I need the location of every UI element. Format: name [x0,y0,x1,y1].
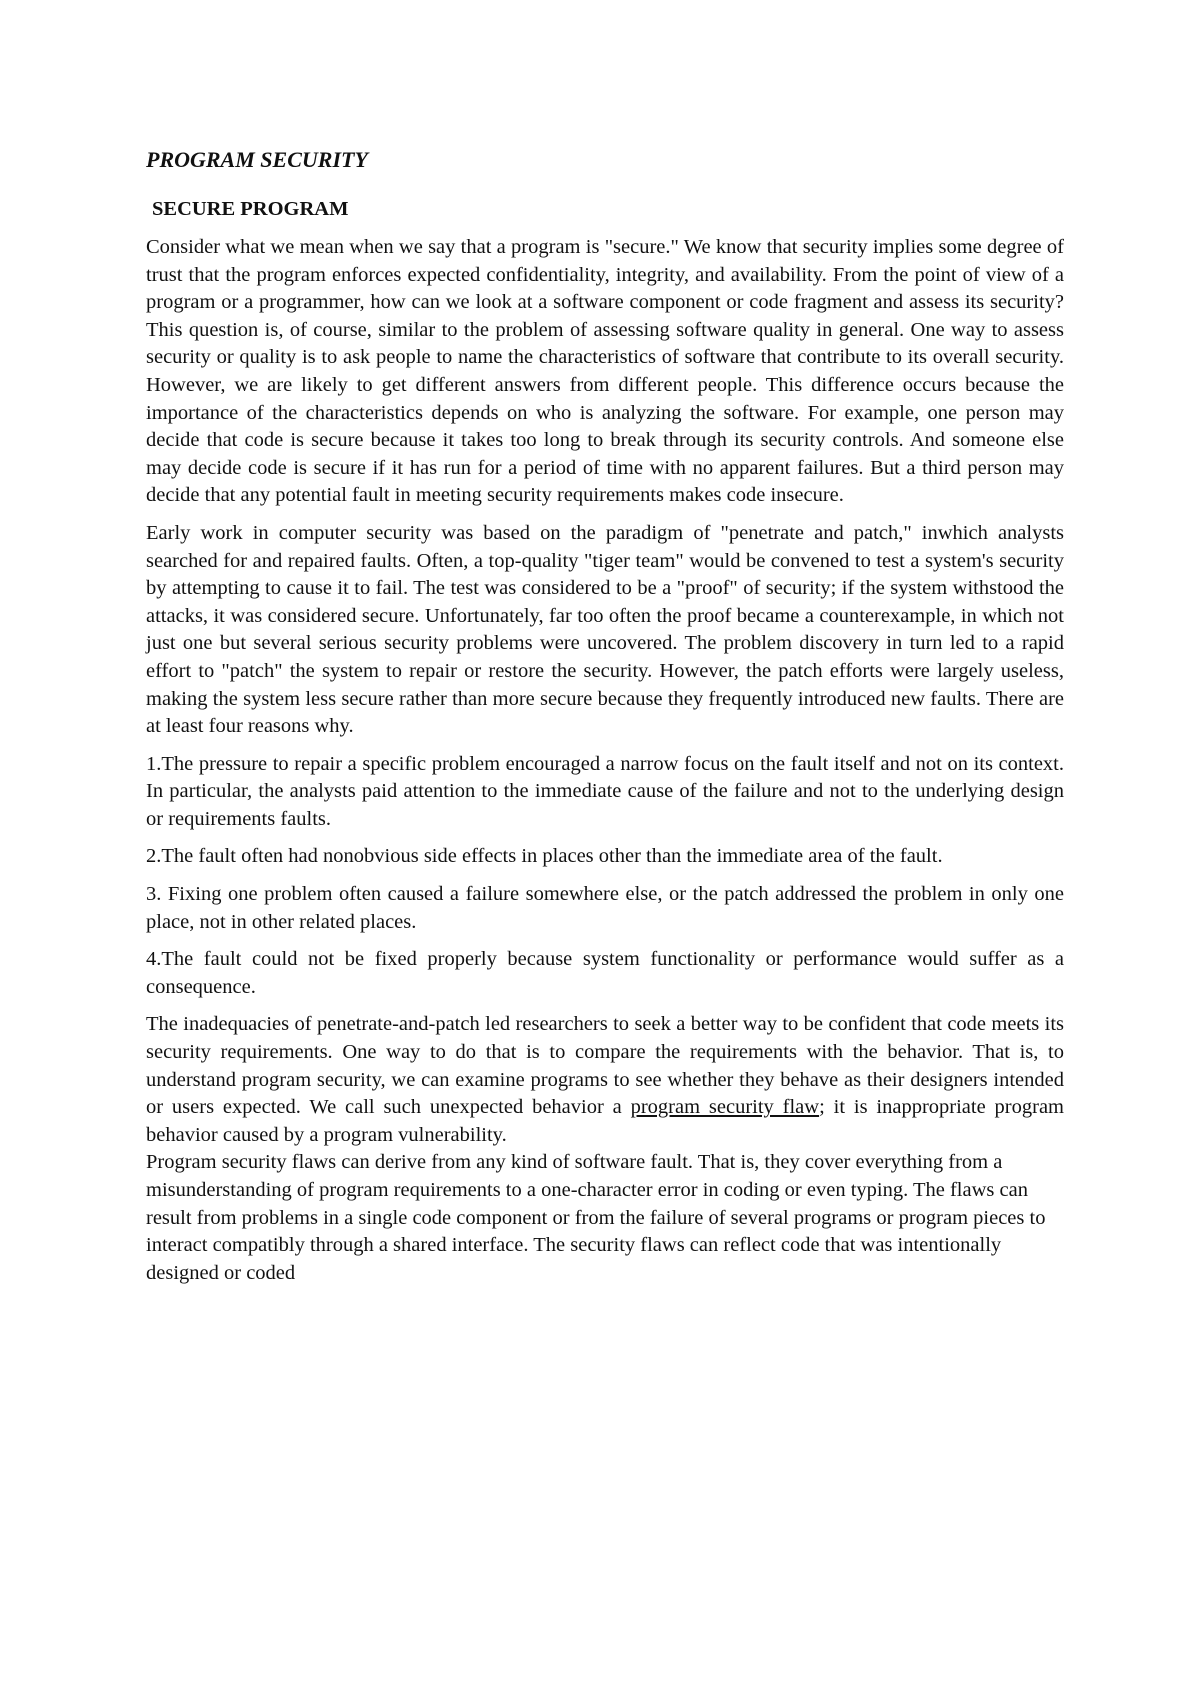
reason-2: 2.The fault often had nonobvious side effects in places other than the immediate area of the fault. [146,845,943,868]
reason-4: 4.The fault could not be fixed properly because system functionality or performance would suffer as a consequence. [146,948,1064,998]
reason-3: 3. Fixing one problem often caused a failure somewhere else, or the patch addressed the problem in only one place, not in other related places. [146,883,1064,933]
paragraph-program-security-flaw [146,1011,1064,1149]
reason-1: 1.The pressure to repair a specific problem encouraged a narrow focus on the fault itself and not on its context. In particular, the analysts paid attention to the immediate cause of the failure and not to the underlying design or requirements faults. [146,752,1064,830]
section-heading: SECURE PROGRAM [152,198,349,220]
paragraph-text-after-term: ; it is inappropriate program behavior caused by a program vulnerability. [146,1096,1064,1146]
document-page [146,146,1064,1297]
paragraph-text-before-term: The inadequacies of penetrate-and-patch led researchers to seek a better way to be confident that code meets its security requirements. One way to do that is to compare the requirements with the behavior. That is, to understand program security, we can examine programs to see whether they behave as their designers intended or users expected. We call such unexpected behavior a [146,1013,1064,1119]
paragraph-penetrate-and-patch: Early work in computer security was based on the paradigm of "penetrate and patch," inwhich analysts searched for and repaired faults. Often, a top-quality "tiger team" would be convened to test a system's security by attempting to cause it to fail. The test was considered to be a "proof" of security; if the system withstood the attacks, it was considered secure. Unfortunately, far too often the proof became a counterexample, in which not just one but several serious security problems were uncovered. The problem discovery in turn led to a rapid effort to "patch" the system to repair or restore the security. However, the patch efforts were largely useless, making the system less secure rather than more secure because they frequently introduced new faults. There are at least four reasons why. [146,521,1064,738]
paragraph-flaw-sources: Program security flaws can derive from any kind of software fault. That is, they cover everything from a misunderstanding of program requirements to a one-character error in coding or even typing. The flaws can result from problems in a single code component or from the failure of several programs or program pieces to interact compatibly through a shared interface. The security flaws can reflect code that was intentionally designed or coded [146,1151,1046,1284]
document-title: PROGRAM SECURITY [146,147,368,172]
paragraph-secure-program: Consider what we mean when we say that a program is "secure." We know that security implies some degree of trust that the program enforces expected confidentiality, integrity, and availability. From the point of view of a program or a programmer, how can we look at a software component or code fragment and assess its security? This question is, of course, similar to the problem of assessing software quality in general. One way to assess security or quality is to ask people to name the characteristics of software that contribute to its overall security. However, we are likely to get different answers from different people. This difference occurs because the importance of the characteristics depends on who is analyzing the software. For example, one person may decide that code is secure because it takes too long to break through its security controls. And someone else may decide code is secure if it has run for a period of time with no apparent failures. But a third person may decide that any potential fault in meeting security requirements makes code insecure. [146,236,1064,507]
program-security-flaw-term: program security flaw [630,1096,820,1119]
